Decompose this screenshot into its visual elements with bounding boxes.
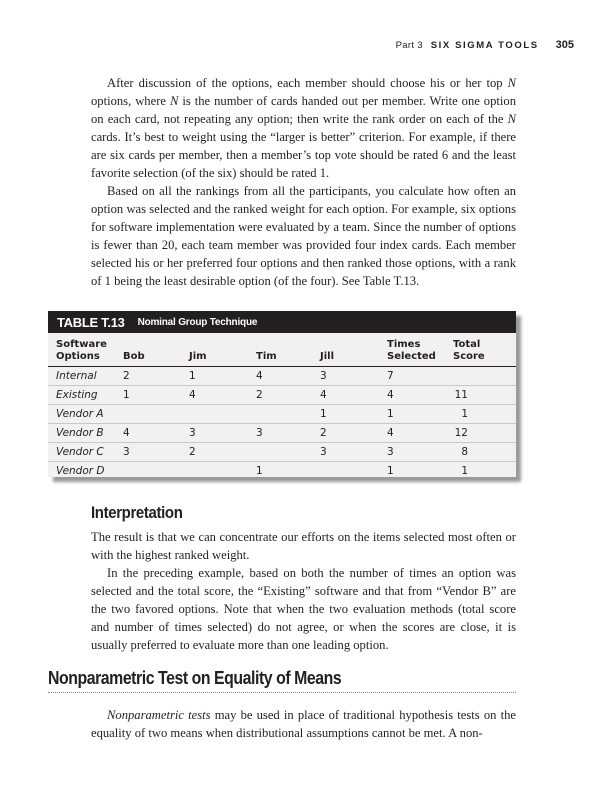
intro-paragraph-2: Based on all the rankings from all the participants, you calculate how often an option was selected and the ranked weight for each option. For example, six options for software implementation were evaluated by a team. Since the number of options is fewer than 20, each team member was provided four index cards. Each member selected his or her preferred four options and then ranked those options, with a rank of 1 being the least desirable option (of the four). See Table T.13. bbox=[91, 184, 516, 289]
table-title-bar bbox=[48, 311, 516, 333]
cell-option: Existing bbox=[48, 386, 123, 405]
header-jill: Jill bbox=[320, 333, 387, 367]
cell-jill: 3 bbox=[320, 367, 387, 386]
cell-total: 12 bbox=[453, 424, 516, 443]
cell-bob bbox=[123, 405, 189, 424]
cell-total: 8 bbox=[453, 443, 516, 462]
page-number: 305 bbox=[555, 39, 574, 51]
intro-paragraph-1: After discussion of the options, each member should choose his or her top N options, where N is the number of cards handed out per member. Write one option on each card, not repeating any option; then write the rank order on each of the N cards. It’s best to weight using the “larger is better” criterion. For example, if there are six cards per member, then a member’s top vote should be rated 6 and the least favorite selection (of the six) should be rated 1. bbox=[91, 76, 516, 181]
cell-times: 1 bbox=[387, 405, 453, 424]
cell-times: 7 bbox=[387, 367, 453, 386]
table-row bbox=[48, 462, 516, 481]
cell-tim: 4 bbox=[256, 367, 320, 386]
cell-option: Vendor A bbox=[48, 405, 123, 424]
cell-jill: 2 bbox=[320, 424, 387, 443]
cell-times: 4 bbox=[387, 424, 453, 443]
cell-tim: 3 bbox=[256, 424, 320, 443]
table-header-row bbox=[48, 333, 516, 367]
interpretation-paragraph-1: The result is that we can concentrate our efforts on the items selected most often or with the highest ranked weight. bbox=[91, 530, 516, 563]
cell-tim: 2 bbox=[256, 386, 320, 405]
cell-jill: 1 bbox=[320, 405, 387, 424]
table-label: TABLE T.13 bbox=[57, 314, 125, 330]
cell-total: 1 bbox=[461, 465, 468, 477]
cell-jim: 2 bbox=[189, 443, 256, 462]
header-total-score: Total Score bbox=[453, 333, 516, 367]
table-row bbox=[48, 386, 516, 405]
cell-bob bbox=[123, 462, 189, 481]
cell-bob: 4 bbox=[123, 424, 189, 443]
table-caption: Nominal Group Technique bbox=[137, 316, 258, 328]
header-tim: Tim bbox=[256, 333, 320, 367]
table-row bbox=[48, 424, 516, 443]
header-times-selected: Times Selected bbox=[387, 333, 453, 367]
cell-option: Vendor B bbox=[48, 424, 123, 443]
header-jim: Jim bbox=[189, 333, 256, 367]
cell-bob: 1 bbox=[123, 386, 189, 405]
cell-times: 3 bbox=[387, 443, 453, 462]
cell-jim: 4 bbox=[189, 386, 256, 405]
cell-times: 4 bbox=[387, 386, 453, 405]
table-row bbox=[48, 367, 516, 386]
cell-option: Vendor D bbox=[56, 465, 105, 477]
cell-tim bbox=[256, 405, 320, 424]
cell-bob: 3 bbox=[123, 443, 189, 462]
cell-jim bbox=[189, 462, 256, 481]
cell-jim bbox=[189, 405, 256, 424]
cell-times: 1 bbox=[387, 465, 394, 477]
cell-bob: 2 bbox=[123, 367, 189, 386]
table-row bbox=[48, 405, 516, 424]
interpretation-paragraph-2: In the preceding example, based on both the number of times an option was selected and the total score, the “Existing” software and that from “Vendor B” are the two favored options. Note that when the two evaluation methods (total score and number of times selected) do not agree, or when the scores are close, it is usually preferred to evaluate more than one leading option. bbox=[91, 566, 516, 653]
header-bob: Bob bbox=[123, 333, 189, 367]
cell-total: 11 bbox=[453, 386, 516, 405]
heading-nonparametric: Nonparametric Test on Equality of Means bbox=[48, 668, 342, 688]
nonparametric-paragraph-1: Nonparametric tests may be used in place of traditional hypothesis tests on the equality of two means when distributional assumptions cannot be met. A non- bbox=[91, 708, 516, 741]
part-label: Part 3 bbox=[395, 40, 423, 51]
cell-total: 1 bbox=[453, 405, 516, 424]
cell-jill: 3 bbox=[320, 443, 387, 462]
cell-jim: 3 bbox=[189, 424, 256, 443]
part-title: SIX SIGMA TOOLS bbox=[430, 40, 539, 51]
nominal-group-table bbox=[48, 333, 516, 480]
header-options: Software Options bbox=[48, 333, 123, 367]
cell-option: Internal bbox=[48, 367, 123, 386]
cell-jill bbox=[320, 462, 387, 481]
table-t13 bbox=[48, 311, 516, 477]
cell-option: Vendor C bbox=[48, 443, 123, 462]
cell-tim: 1 bbox=[256, 465, 263, 477]
dotted-rule bbox=[48, 692, 516, 693]
cell-jim: 1 bbox=[189, 367, 256, 386]
cell-tim bbox=[256, 443, 320, 462]
running-head bbox=[396, 39, 574, 51]
cell-jill: 4 bbox=[320, 386, 387, 405]
table-row bbox=[48, 443, 516, 462]
heading-interpretation: Interpretation bbox=[91, 503, 183, 522]
cell-total bbox=[453, 367, 516, 386]
